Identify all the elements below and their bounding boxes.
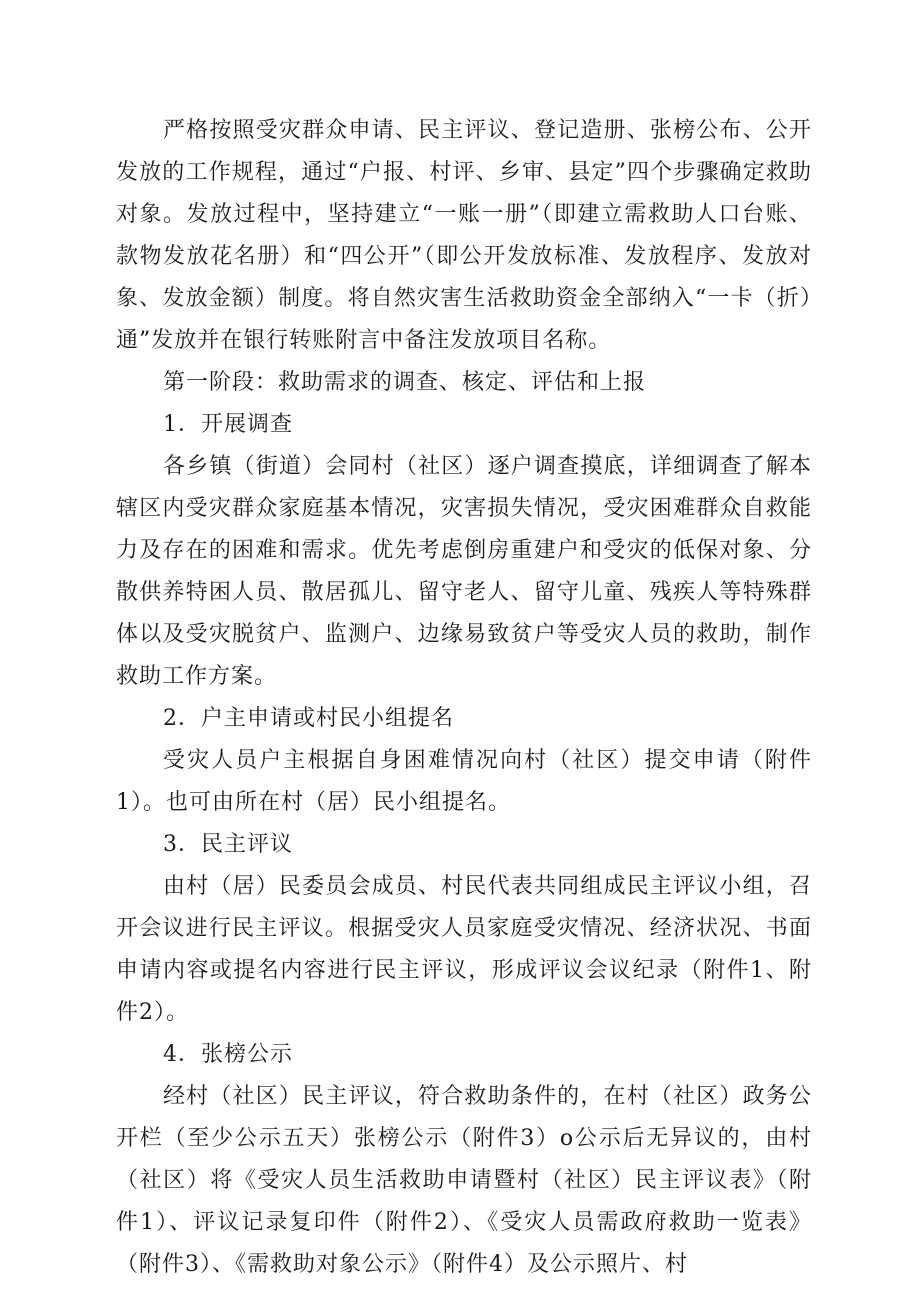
paragraph-evaluation: 由村（居）民委员会成员、村民代表共同组成民主评议小组，召开会议进行民主评议。根据受灾人员家庭受灾情况、经济状况、书面申请内容或提名内容进行民主评议，形成评议会议纪录（附件1、附件2）。 [116,874,812,1025]
heading-item-4: 4．张榜公示 [163,1042,293,1067]
paragraph-publicity: 经村（社区）民主评议，符合救助条件的，在村（社区）政务公开栏（至少公示五天）张榜公示（附件3）o公示后无异议的，由村（社区）将《受灾人员生活救助申请暨村（社区）民主评议表》（附件1）、评议记录复印件（附件2）、《受灾人员需政府救助一览表》（附件3）、《需救助对象公示》（附件4）及公示照片、村 [116,1084,812,1277]
heading-item-3: 3．民主评议 [163,832,293,857]
heading-item-2: 2．户主申请或村民小组提名 [163,706,454,731]
heading-item-1: 1．开展调查 [163,412,293,437]
paragraph-investigation: 各乡镇（街道）会同村（社区）逐户调查摸底，详细调查了解本辖区内受灾群众家庭基本情况，灾害损失情况，受灾困难群众自救能力及存在的困难和需求。优先考虑倒房重建户和受灾的低保对象、分散供养特困人员、散居孤儿、留守老人、留守儿童、残疾人等特殊群体以及受灾脱贫户、监测户、边缘易致贫户等受灾人员的救助，制作救助工作方案。 [116,454,812,689]
heading-stage-one: 第一阶段：救助需求的调查、核定、评估和上报 [163,370,647,395]
paragraph-workflow: 严格按照受灾群众申请、民主评议、登记造册、张榜公布、公开发放的工作规程，通过“户报、村评、乡审、县定”四个步骤确定救助对象。发放过程中，坚持建立“一账一册”（即建立需救助人口台账、款物发放花名册）和“四公开”（即公开发放标准、发放程序、发放对象、发放金额）制度。将自然灾害生活救助资金全部纳入“一卡（折）通”发放并在银行转账附言中备注发放项目名称。 [116,118,812,353]
document-page [116,110,812,1286]
paragraph-application: 受灾人员户主根据自身困难情况向村（社区）提交申请（附件1）。也可由所在村（居）民小组提名。 [116,748,812,815]
